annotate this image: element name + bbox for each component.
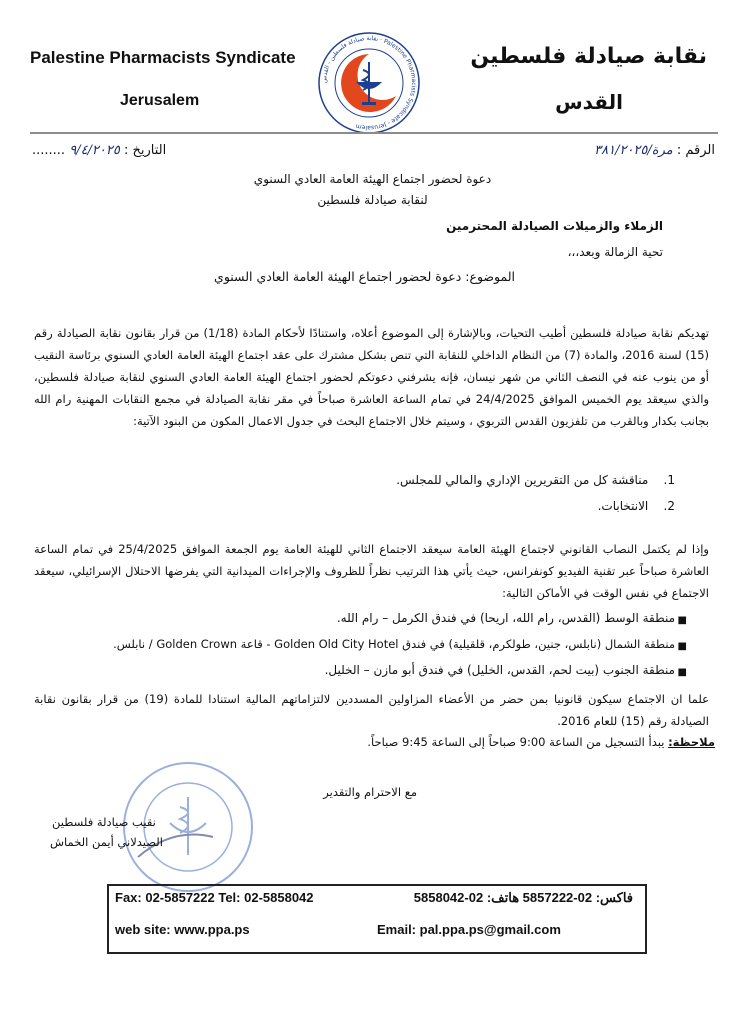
syndicate-city-en: Jerusalem <box>120 92 200 109</box>
intro-line-1: دعوة لحضور اجتماع الهيئة العامة العادي السنوي <box>253 172 492 186</box>
note-label: ملاحظة: <box>668 735 715 749</box>
syndicate-city-ar: القدس <box>555 90 623 114</box>
recipients-line: الزملاء والزميلات الصيادلة المحترمين <box>446 219 663 233</box>
intro-line-2: لنقابة صيادلة فلسطين <box>317 193 428 207</box>
agenda-number: 1. <box>663 473 675 487</box>
body-paragraph-1: تهديكم نقابة صيادلة فلسطين أطيب التحيات، وبالإشارة إلى الموضوع أعلاه، واستنادًا لأحكام المادة (1/18) من قرار بقانون نقابة الصيادلة رقم (15) لسنة 2016، والمادة (7) من النظام الداخلي للنقابة التي تنص بشكل مشترك على عقد اجتماع الهيئة العامة العادي السنوي برئاسة النقيب أو من ينوب عنه في النصف الثاني من شهر نيسان، فإنه يشرفني دعوتكم لحضور اجتماع الهيئة العامة العادي السنوي لنقابة صيادلة فلسطين، والذي سيعقد يوم الخميس الموافق 24/4/2025 في تمام الساعة العاشرة صباحاً في مقر نقابة الصيادلة في مجمع النقابات المهنية رام الله بجانب بكدار وبالقرب من تلفزيون القدس التربوي ، وسيتم خلال الاجتماع البحث في جدول الاعمال المكون من البنود الآتية: <box>34 326 710 428</box>
agenda-text: الانتخابات. <box>597 499 649 513</box>
date-label: التاريخ : <box>124 143 167 158</box>
subject-line: الموضوع: دعوة لحضور اجتماع الهيئة العامة العادي السنوي <box>214 269 515 284</box>
note-text: يبدأ التسجيل من الساعة 9:00 صباحاً إلى الساعة 9:45 صباحاً. <box>367 735 665 749</box>
greeting-line: تحية الزمالة وبعد،،، <box>567 245 663 259</box>
logo-ring-text: نقابة صيادلة فلسطين - القدس · Palestine Pharmacists Syndicate - Jerusalem <box>320 34 418 132</box>
website-link[interactable]: web site: www.ppa.ps <box>115 922 250 937</box>
agenda-text: مناقشة كل من التقريرين الإداري والمالي للمجلس. <box>396 473 649 487</box>
reference-label: الرقم : <box>676 143 715 158</box>
bullet-icon: ■ <box>677 667 687 678</box>
agenda-item <box>396 473 675 487</box>
reference-number <box>594 143 715 158</box>
agenda-item <box>598 499 675 513</box>
syndicate-name-en: Palestine Pharmacists Syndicate <box>30 48 296 67</box>
body-paragraph-3: علما ان الاجتماع سيكون قانونيا بمن حضر من الأعضاء المزاولين المسددين لالتزاماتهم المالية استنادا للمادة (19) من قرار بقانون نقابة الصيادلة رقم (15) للعام 2016. <box>34 692 709 728</box>
location-item: منطقة الوسط (القدس، رام الله، اريحا) في فندق الكرمل – رام الله. <box>336 611 675 625</box>
registration-note <box>367 735 715 749</box>
fax-tel-en: Fax: 02-5857222 Tel: 02-5858042 <box>115 890 314 905</box>
email-link[interactable]: Email: pal.ppa.ps@gmail.com <box>377 922 561 937</box>
signatory-title: نقيب صيادلة فلسطين <box>52 815 156 829</box>
syndicate-logo-icon <box>316 30 422 136</box>
bullet-icon: ■ <box>677 615 687 626</box>
header-divider <box>30 132 718 134</box>
signatory-name: الصيدلاني أيمن الخماش <box>50 835 163 849</box>
letter-date <box>32 143 166 158</box>
location-item: منطقة الجنوب (بيت لحم، القدس، الخليل) في فندق أبو مازن – الخليل. <box>324 663 675 677</box>
body-paragraph-2: وإذا لم يكتمل النصاب القانوني لاجتماع الهيئة العامة سيعقد الاجتماع الثاني للهيئة العامة يوم الجمعة الموافق 25/4/2025 في تمام الساعة العاشرة صباحاً عبر تقنية الفيديو كونفرانس، حيث يأتي هذا الترتيب نظراً للظروف والإجراءات الميدانية التي يفرضها الاحتلال الإسرائيلي، سيعقد الاجتماع في نفس الوقت في الأماكن التالية: <box>34 542 709 600</box>
reference-value: مرة/٣٨١/٢٠٢٥ <box>594 143 673 158</box>
location-item: منطقة الشمال (نابلس، جنين، طولكرم، قلقيلية) في فندق Golden Old City Hotel - قاعة Golden Crown / نابلس. <box>113 637 675 651</box>
fax-tel-ar: فاكس: 02-5857222 هاتف: 02-5858042 <box>413 890 633 905</box>
date-value: ٩/٤/٢٠٢٥ <box>69 143 120 158</box>
syndicate-name-ar: نقابة صيادلة فلسطين <box>470 44 707 69</box>
date-dots: ........ <box>32 143 66 158</box>
closing-regards: مع الاحترام والتقدير <box>323 785 417 799</box>
agenda-number: 2. <box>663 499 675 513</box>
bullet-icon: ■ <box>677 641 687 652</box>
